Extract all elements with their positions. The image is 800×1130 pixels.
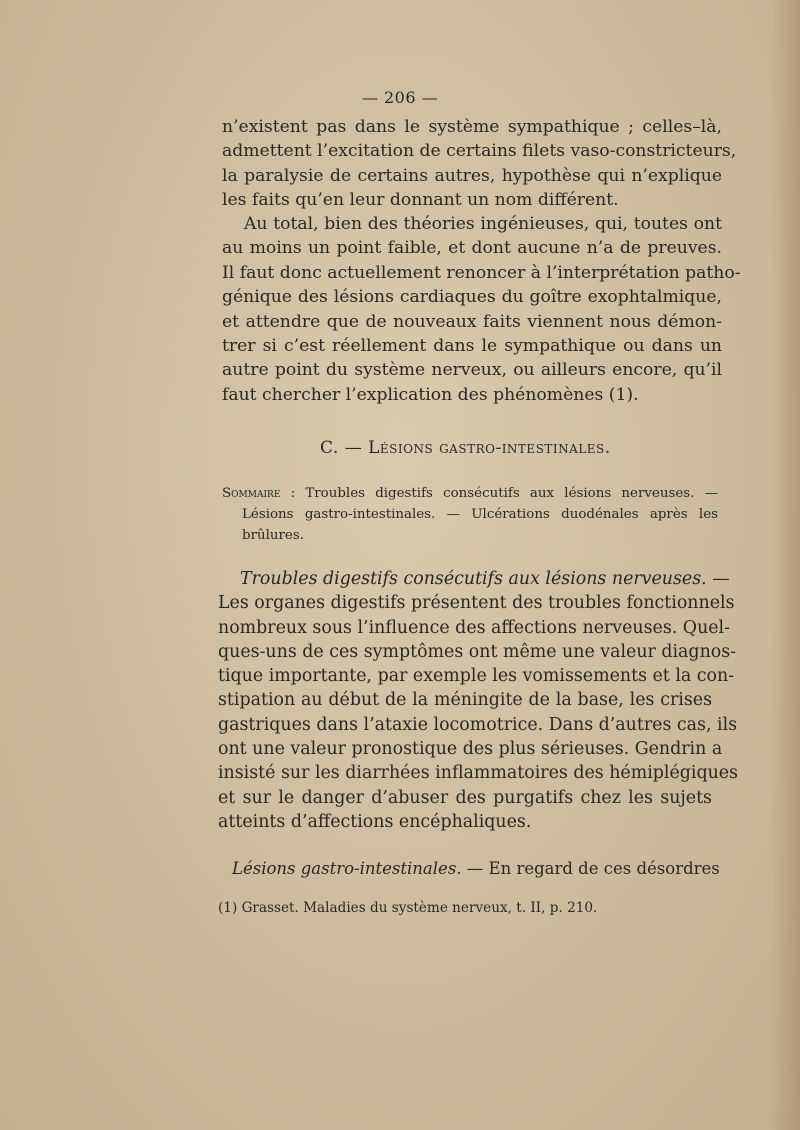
text-line: — En regard de ces désordres: [461, 859, 720, 878]
text-line: Au total, bien des théories ingénieuses, qui, toutes ont: [244, 214, 722, 234]
text-line: nombreux sous l’influence des affections nerveuses. Quel-: [218, 617, 730, 638]
paragraph-conclusion: [222, 212, 741, 407]
paragraph-gastro-lesions: [232, 857, 720, 881]
text-line: ont une valeur pronostique des plus sérieuses. Gendrin a: [218, 739, 723, 760]
text-line: gastriques dans l’ataxie locomotrice. Dans d’autres cas, ils: [218, 714, 738, 735]
summary-line: [222, 483, 718, 504]
paragraph-continuation: [222, 115, 737, 213]
text-line: ques-uns de ces symptômes ont même une valeur diagnos-: [218, 641, 737, 662]
paragraph-heading-line: [218, 567, 730, 591]
heading-dash: —: [706, 569, 730, 589]
section-title-prefix: C. —: [320, 438, 369, 458]
footnote: (1) Grasset. Maladies du système nerveux, t. II, p. 210.: [218, 900, 598, 916]
text-line: tique importante, par exemple les vomissements et la con-: [218, 666, 735, 687]
text-line: n’existent pas dans le système sympathique ; celles–là,: [222, 117, 722, 137]
text-line: admettent l’excitation de certains filets vaso-constricteurs,: [222, 141, 737, 162]
paragraph-heading: Lésions gastro-intestinales.: [232, 859, 462, 878]
page-edge-shadow: [770, 0, 800, 1130]
section-title-text: Lésions gastro-intestinales.: [368, 438, 611, 458]
text-line: et sur le danger d’abuser des purgatifs chez les sujets: [218, 787, 712, 808]
text-line: autre point du système nerveux, ou ailleurs encore, qu’il: [222, 360, 722, 381]
paragraph-heading-line: [232, 857, 720, 881]
text-line: les faits qu’en leur donnant un nom différent.: [222, 190, 619, 211]
paragraph-digestive-troubles: [218, 567, 738, 834]
summary-label: Sommaire :: [222, 486, 296, 501]
summary-line: brûlures.: [242, 528, 304, 543]
text-line: Les organes digestifs présentent des troubles fonctionnels: [218, 593, 735, 614]
text-line: génique des lésions cardiaques du goître exophtalmique,: [222, 287, 722, 308]
text-line: Il faut donc actuellement renoncer à l’interprétation patho-: [222, 262, 741, 283]
summary-text: Troubles digestifs consécutifs aux lésions nerveuses. —: [305, 486, 719, 501]
text-line: trer si c’est réellement dans le sympathique ou dans un: [222, 335, 722, 356]
summary-block: [222, 483, 718, 546]
paragraph-heading: Troubles digestifs consécutifs aux lésions nerveuses.: [240, 569, 707, 589]
summary-line: Lésions gastro-intestinales. — Ulcérations duodénales après les: [242, 507, 718, 522]
text-line: et attendre que de nouveaux faits viennent nous démon-: [222, 311, 722, 332]
page-number: — 206 —: [361, 88, 439, 107]
section-title: [320, 438, 611, 458]
text-line: atteints d’affections encéphaliques.: [218, 811, 532, 832]
text-line: stipation au début de la méningite de la base, les crises: [218, 690, 712, 711]
text-line: la paralysie de certains autres, hypothèse qui n’explique: [222, 165, 722, 186]
text-line: faut chercher l’explication des phénomènes (1).: [222, 384, 639, 405]
text-line: au moins un point faible, et dont aucune n’a de preuves.: [222, 238, 722, 259]
text-line: insisté sur les diarrhées inflammatoires des hémiplégiques: [218, 763, 738, 784]
